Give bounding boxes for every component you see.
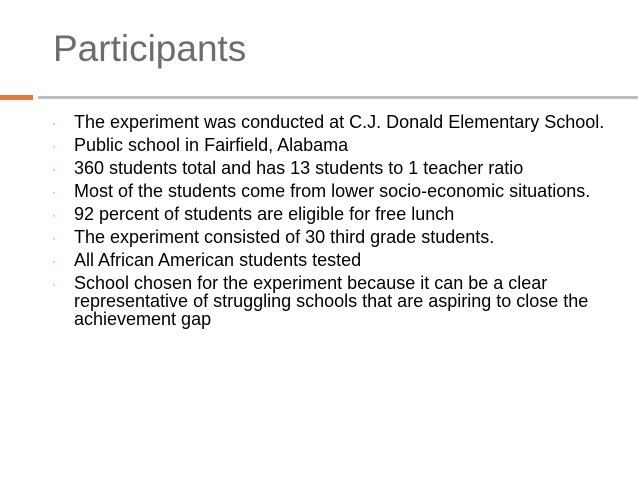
bullet-icon: · — [52, 185, 56, 199]
bullet-item — [52, 136, 612, 154]
bullet-text: Most of the students come from lower socio-economic situations. — [74, 181, 591, 201]
bullet-item — [52, 251, 612, 269]
title-divider — [38, 96, 638, 99]
bullet-icon: · — [52, 162, 56, 176]
bullet-text: All African American students tested — [74, 250, 362, 270]
bullet-text: School chosen for the experiment because it can be a clear representative of struggling schools that are aspiring to close the achievement gap — [74, 273, 589, 329]
bullet-text: The experiment consisted of 30 third grade students. — [74, 227, 495, 247]
bullet-item — [52, 274, 612, 328]
bullet-text: 92 percent of students are eligible for free lunch — [74, 204, 455, 224]
title-accent-bar — [0, 95, 33, 100]
bullet-list — [52, 113, 612, 333]
bullet-item — [52, 182, 612, 200]
bullet-text: 360 students total and has 13 students to 1 teacher ratio — [74, 158, 524, 178]
bullet-item — [52, 228, 612, 246]
bullet-icon: · — [52, 254, 56, 268]
slide-title: Participants — [53, 28, 247, 69]
bullet-icon: · — [52, 139, 56, 153]
bullet-item — [52, 113, 612, 131]
bullet-icon: · — [52, 231, 56, 245]
bullet-item — [52, 159, 612, 177]
bullet-icon: · — [52, 208, 56, 222]
bullet-text: Public school in Fairfield, Alabama — [74, 135, 349, 155]
bullet-icon: · — [52, 277, 56, 291]
bullet-icon: · — [52, 116, 56, 130]
bullet-item — [52, 205, 612, 223]
bullet-text: The experiment was conducted at C.J. Donald Elementary School. — [74, 112, 605, 132]
